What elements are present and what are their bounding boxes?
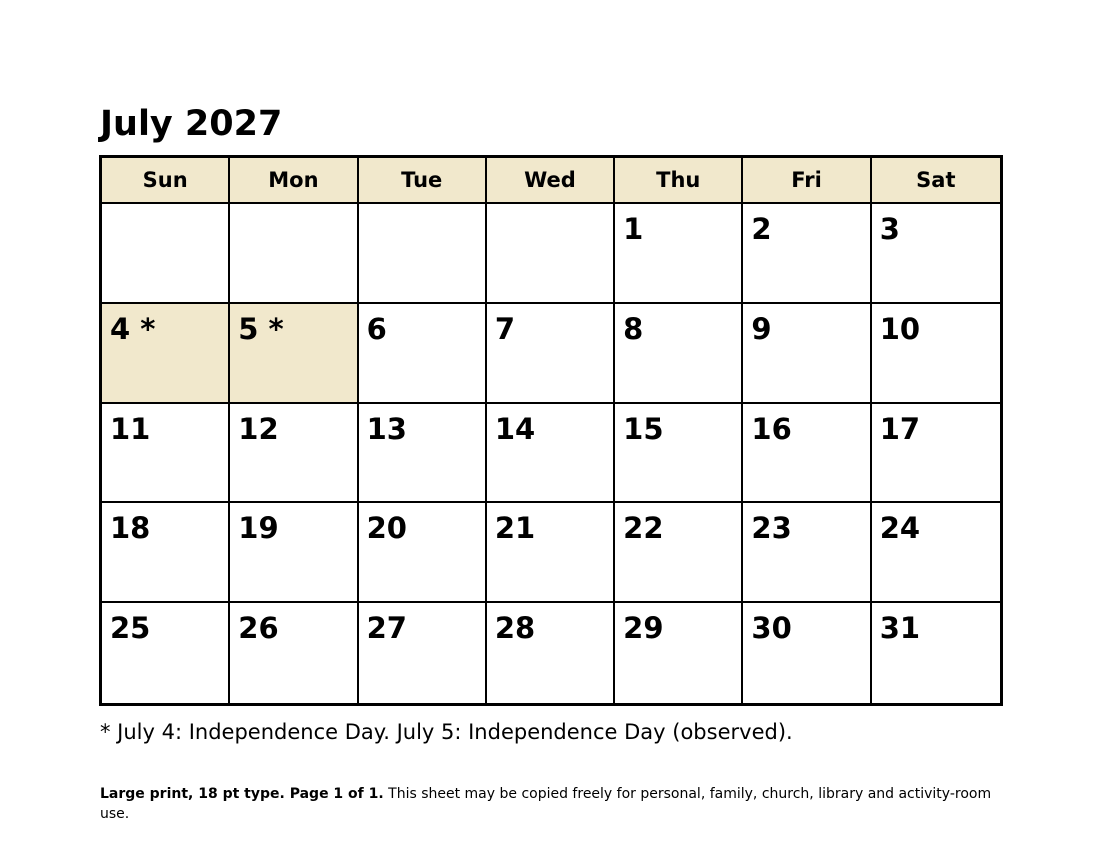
day-number: 19 (238, 511, 279, 546)
day-number: 21 (494, 511, 536, 546)
day-number: 18 (110, 511, 151, 546)
day-number: 12 (238, 411, 279, 446)
day-number: 7 (494, 311, 516, 346)
day-number: 4 * (110, 311, 156, 346)
day-cell (487, 404, 615, 504)
empty-day-cell (230, 204, 358, 304)
weekday-header-thu: Thu (615, 158, 743, 204)
day-cell (615, 304, 743, 404)
day-cell (872, 404, 1000, 504)
day-cell (743, 204, 871, 304)
day-number: 1 (623, 212, 644, 246)
empty-day-cell (487, 204, 615, 304)
day-number: 13 (366, 411, 407, 446)
day-number: 20 (366, 511, 407, 546)
day-cell (102, 603, 230, 703)
weekday-header-sun: Sun (102, 158, 230, 204)
day-cell (230, 404, 358, 504)
day-number: 3 (879, 212, 900, 246)
day-cell (102, 304, 230, 404)
day-cell (615, 404, 743, 504)
weekday-header-wed: Wed (487, 158, 615, 204)
day-number: 2 (751, 212, 772, 246)
day-number: 9 (751, 311, 772, 346)
day-cell (102, 404, 230, 504)
day-number: 10 (879, 311, 921, 346)
day-number: 25 (110, 611, 151, 646)
day-cell (872, 304, 1000, 404)
day-number: 29 (623, 611, 664, 646)
day-cell (615, 204, 743, 304)
day-cell (487, 304, 615, 404)
day-number: 22 (623, 511, 664, 546)
day-number: 23 (751, 511, 792, 546)
day-number: 30 (751, 611, 792, 646)
day-number: 26 (238, 611, 279, 646)
weekday-header-fri: Fri (743, 158, 871, 204)
day-cell (487, 603, 615, 703)
day-number: 17 (879, 411, 921, 446)
day-number: 11 (110, 411, 151, 446)
day-cell (743, 304, 871, 404)
holiday-footnote: * July 4: Independence Day. July 5: Independence Day (observed). (100, 720, 793, 744)
day-cell (872, 503, 1000, 603)
empty-day-cell (359, 204, 487, 304)
day-cell (487, 503, 615, 603)
calendar-title: July 2027 (100, 104, 283, 144)
weekday-header-sat: Sat (872, 158, 1000, 204)
day-cell (872, 204, 1000, 304)
day-cell (743, 603, 871, 703)
day-cell (359, 404, 487, 504)
fine-print-text: This sheet may be copied freely for personal, family, church, library and activity-room use. (100, 786, 992, 822)
day-number: 31 (879, 611, 921, 646)
day-cell (230, 603, 358, 703)
fine-print-bold: Large print, 18 pt type. Page 1 of 1. (100, 786, 384, 802)
day-cell (230, 503, 358, 603)
day-cell (230, 304, 358, 404)
weekday-header-mon: Mon (230, 158, 358, 204)
day-number: 24 (879, 511, 921, 546)
day-number: 5 * (238, 311, 284, 346)
day-number: 15 (623, 411, 664, 446)
day-number: 16 (751, 411, 792, 446)
day-number: 6 (366, 311, 387, 346)
day-number: 28 (494, 611, 536, 646)
day-number: 27 (366, 611, 407, 646)
day-cell (743, 503, 871, 603)
day-cell (359, 304, 487, 404)
day-number: 14 (494, 411, 536, 446)
day-cell (615, 603, 743, 703)
calendar-grid (99, 155, 1003, 706)
day-cell (359, 503, 487, 603)
day-cell (359, 603, 487, 703)
weekday-header-tue: Tue (359, 158, 487, 204)
empty-day-cell (102, 204, 230, 304)
day-number: 8 (623, 311, 644, 346)
day-cell (872, 603, 1000, 703)
fine-print (100, 784, 1010, 824)
day-cell (102, 503, 230, 603)
day-cell (615, 503, 743, 603)
day-cell (743, 404, 871, 504)
